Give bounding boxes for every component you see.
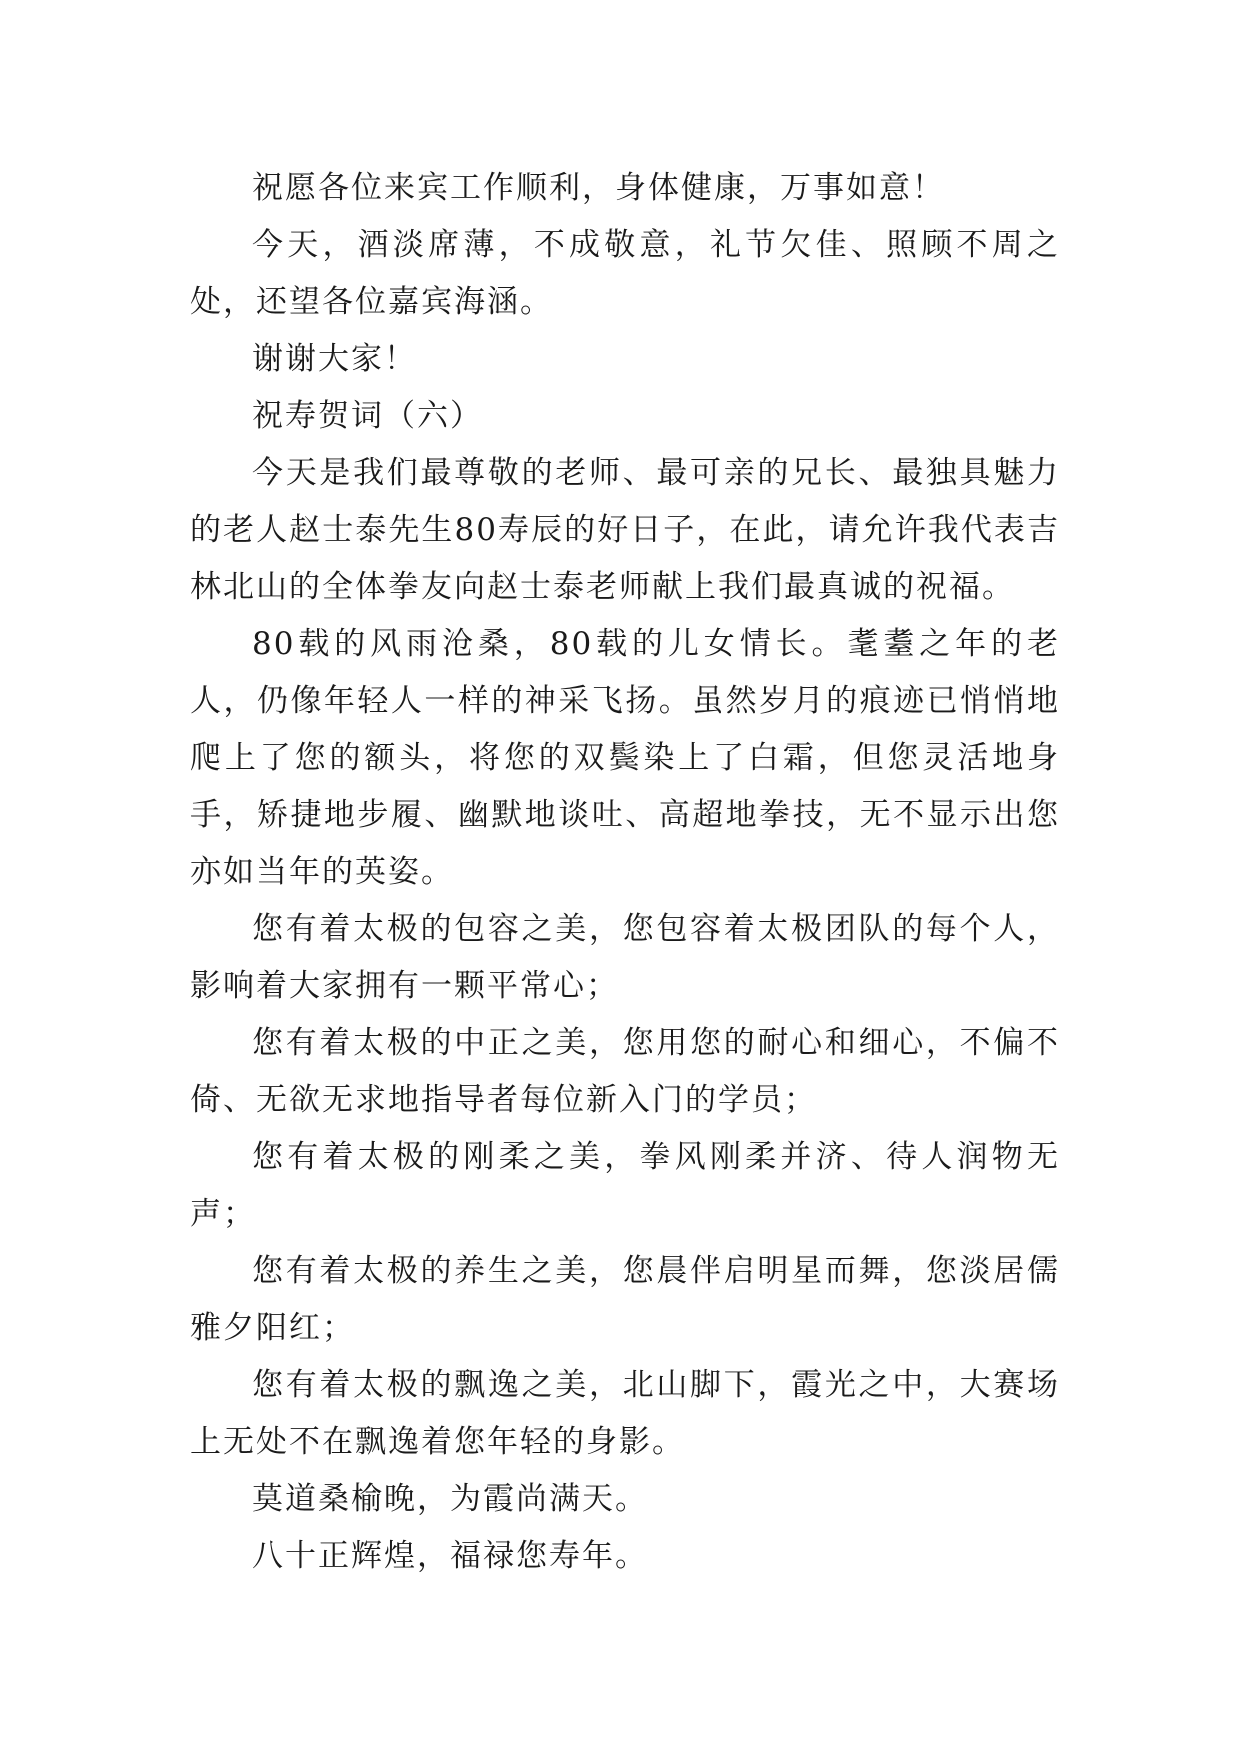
- paragraph-verse-2: 八十正辉煌，福禄您寿年。: [252, 1538, 648, 1574]
- paragraph-intro: 今天是我们最尊敬的老师、最可亲的兄长、最独具魅力的老人赵士泰先生80寿辰的好日子，在此，请允许我代表吉林北山的全体拳友向赵士泰老师献上我们最真诚的祝福。: [190, 455, 1060, 605]
- paragraph-elegance: 您有着太极的飘逸之美，北山脚下，霞光之中，大赛场上无处不在飘逸着您年轻的身影。: [190, 1367, 1060, 1460]
- paragraph-eighty-years: 80载的风雨沧桑，80载的儿女情长。耄耋之年的老人，仍像年轻人一样的神采飞扬。虽然岁月的痕迹已悄悄地爬上了您的额头，将您的双鬓染上了白霜，但您灵活地身手，矫捷地步履、幽默地谈吐、高超地拳技，无不显示出您亦如当年的英姿。: [190, 626, 1060, 890]
- paragraph-wellness: 您有着太极的养生之美，您晨伴启明星而舞，您淡居儒雅夕阳红；: [190, 1253, 1060, 1346]
- paragraph-wishes: 祝愿各位来宾工作顺利，身体健康，万事如意！: [252, 170, 945, 206]
- paragraph-balance: 您有着太极的中正之美，您用您的耐心和细心，不偏不倚、无欲无求地指导者每位新入门的学员；: [190, 1025, 1060, 1118]
- document-body: [190, 160, 1060, 1585]
- paragraph-apology: 今天，酒淡席薄，不成敬意，礼节欠佳、照顾不周之处，还望各位嘉宾海涵。: [190, 227, 1060, 320]
- section-heading: 祝寿贺词（六）: [252, 398, 483, 434]
- paragraph-thanks: 谢谢大家！: [252, 341, 417, 377]
- paragraph-firmness: 您有着太极的刚柔之美，拳风刚柔并济、待人润物无声；: [190, 1139, 1060, 1232]
- paragraph-tolerance: 您有着太极的包容之美，您包容着太极团队的每个人，影响着大家拥有一颗平常心；: [190, 911, 1060, 1004]
- paragraph-verse-1: 莫道桑榆晚，为霞尚满天。: [252, 1481, 648, 1517]
